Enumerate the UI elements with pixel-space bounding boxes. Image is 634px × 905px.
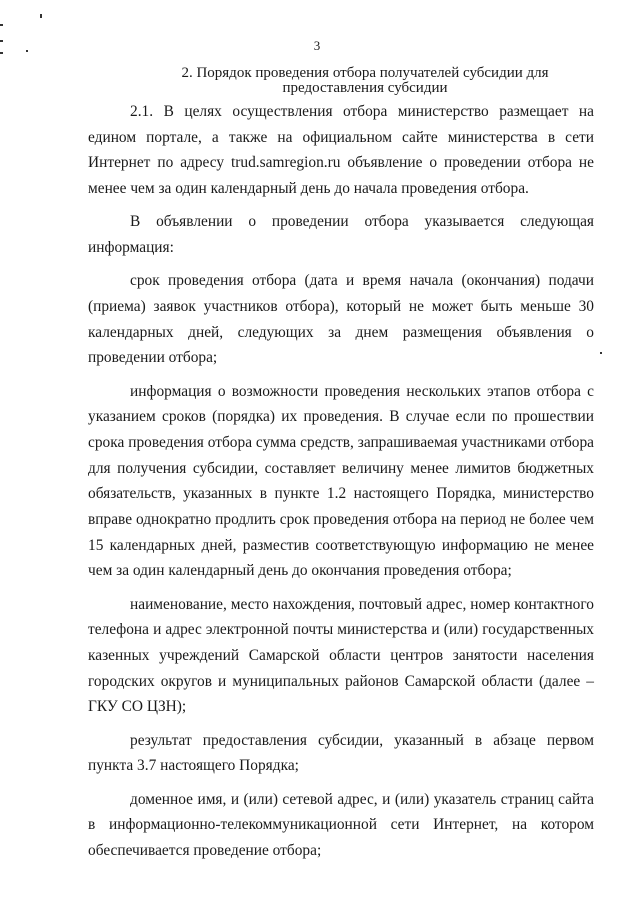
scan-mark bbox=[40, 14, 42, 18]
paragraph: информация о возможности проведения нескольких этапов отбора с указанием сроков (порядка) их проведения. В случае если по прошествии срока проведения отбора сумма средств, запрашиваемая участниками отбора для получения субсидии, составляет величину менее лимитов бюджетных обязательств, указанных в пункте 1.2 настоящего Порядка, министерство вправе однократно продлить срок проведения отбора на период не более чем 15 календарных дней, разместив соответствующую информацию не менее чем за один календарный день до окончания проведения отбора; bbox=[88, 382, 594, 580]
scan-mark bbox=[600, 352, 602, 354]
paragraph: наименование, место нахождения, почтовый адрес, номер контактного телефона и адрес электронной почты министерства и (или) государственных казенных учреждений Самарской области центров занятости населения городских округов и муниципальных районов Самарской области (далее – ГКУ СО ЦЗН); bbox=[88, 595, 594, 716]
scan-mark bbox=[0, 24, 3, 26]
section-title-line: предоставления субсидии bbox=[282, 80, 448, 96]
section-title-line: 2. Порядок проведения отбора получателей субсидии для bbox=[181, 65, 549, 81]
paragraph: результат предоставления субсидии, указанный в абзаце первом пункта 3.7 настоящего Порядка; bbox=[88, 731, 594, 775]
paragraph: доменное имя, и (или) сетевой адрес, и (или) указатель страниц сайта в информационно-телекоммуникационной сети Интернет, на котором обеспечивается проведение отбора; bbox=[88, 790, 594, 859]
paragraph: 2.1. В целях осуществления отбора министерство размещает на едином портале, а также на официальном сайте министерства в сети Интернет по адресу trud.samregion.ru объявление о проведении отбора не менее чем за один календарный день до начала проведения отбора. bbox=[88, 103, 594, 198]
document-body bbox=[88, 99, 594, 871]
page-number: 3 bbox=[313, 38, 321, 53]
section-title bbox=[150, 66, 580, 96]
paragraph: В объявлении о проведении отбора указывается следующая информация: bbox=[88, 213, 594, 257]
paragraph: срок проведения отбора (дата и время начала (окончания) подачи (приема) заявок участников отбора), который не может быть меньше 30 календарных дней, следующих за днем размещения объявления о проведении отбора; bbox=[88, 272, 594, 367]
